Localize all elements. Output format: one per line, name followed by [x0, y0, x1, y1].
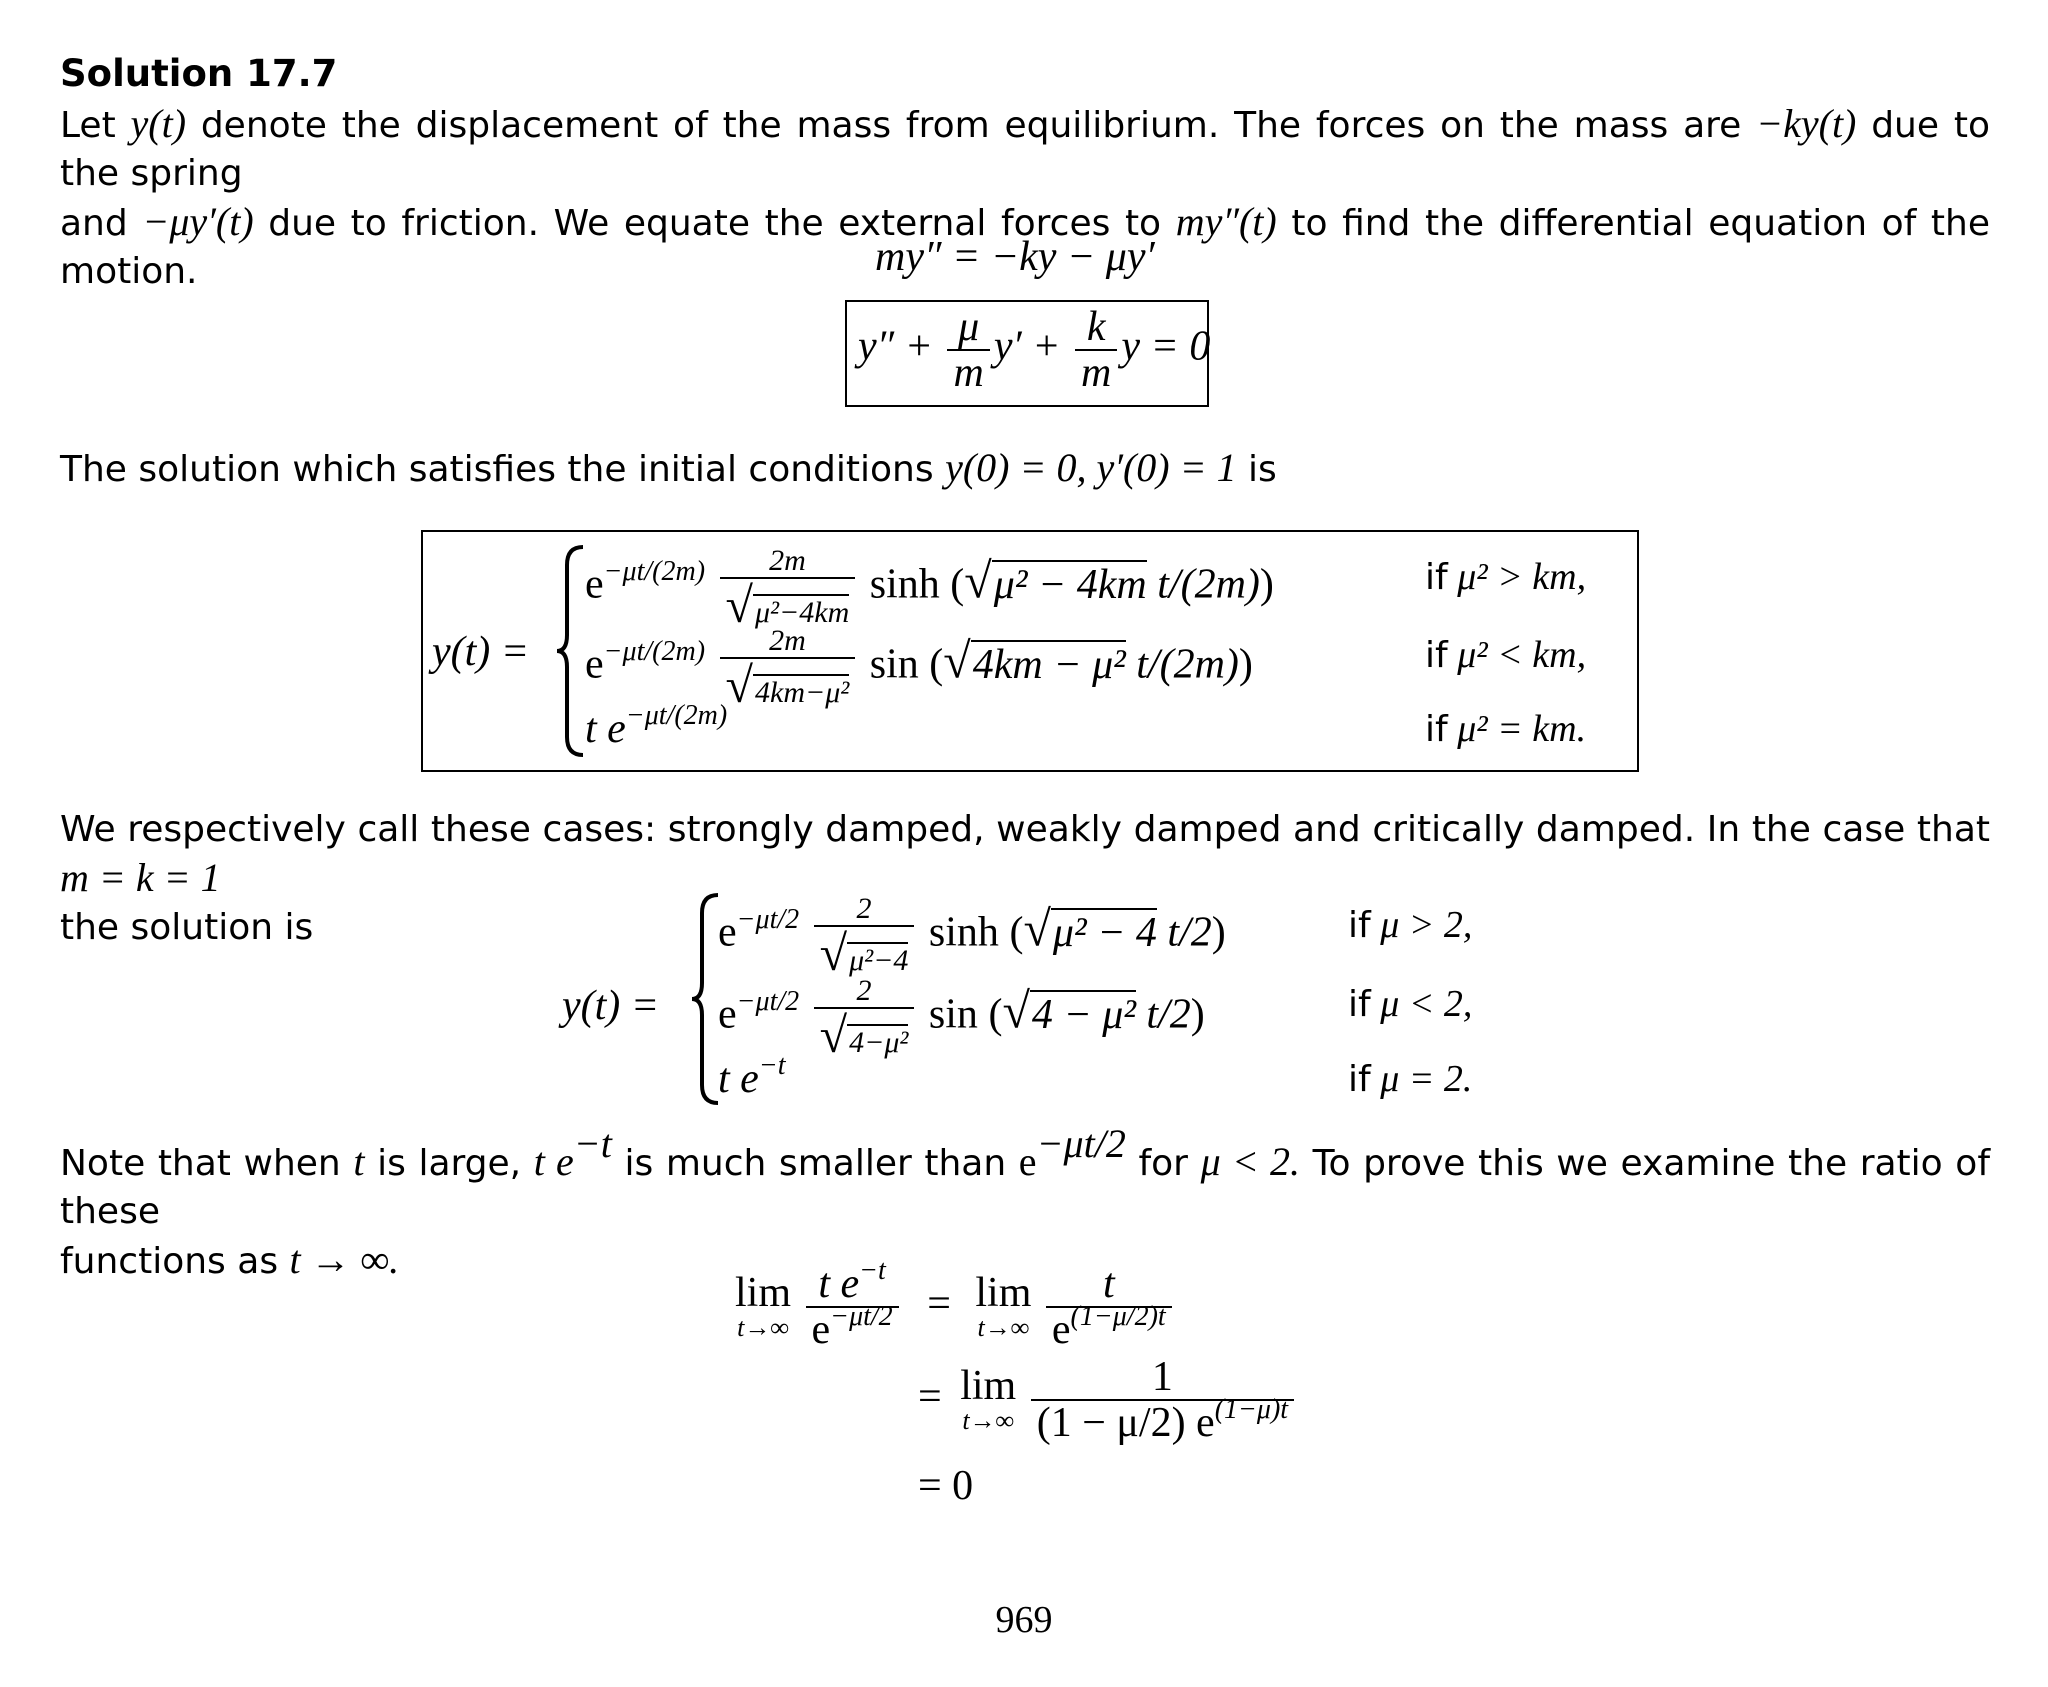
cases2-row-2: $e^{-\mu t/2}$ $\frac{2}{\text{√4−μ²}}$ sin (√4 − μ² t/2)	[718, 974, 1205, 1063]
ratio-paragraph: Note that when t is large, t e−t is much smaller than e−μt/2 for μ < 2. To prove this we examine the ratio of these functions as t → ∞.	[60, 1121, 1990, 1282]
page-number: 969	[995, 1599, 1053, 1641]
cases1-lhs: y(t) =	[432, 629, 530, 675]
initial-conditions-text: The solution which satisfies the initial conditions y(0) = 0, y′(0) = 1 is	[60, 445, 1277, 490]
cases2-cond-1: if μ > 2,	[1348, 904, 1473, 946]
cases1-row-1: $e^{-\mu t/(2m)}$ $\frac{2m}{\text{√μ²−4km}}$ sinh (√μ² − 4km t/(2m))	[585, 544, 1274, 633]
limit-line-2: = lim t→∞ $\frac{1}{(1 - \mu/2) e^{(1-\mu)t}}$	[918, 1355, 1298, 1445]
damping-cases-paragraph: We respectively call these cases: strongly damped, weakly damped and critically damped. In the case that m = k = 1 the solution is	[60, 809, 1990, 948]
cases1-cond-1: if μ² > km,	[1425, 556, 1587, 598]
cases1-row-2: $e^{-\mu t/(2m)}$ $\frac{2m}{\text{√4km−μ²}}$ sin (√4km − μ² t/(2m))	[585, 624, 1253, 713]
cases1-row-3: t $e^{-\mu t/(2m)}$	[585, 700, 728, 752]
cases2-row-3: t $e^{-t}$	[718, 1050, 786, 1102]
cases1-cond-3: if μ² = km.	[1425, 708, 1587, 750]
cases1-cond-2: if μ² < km,	[1425, 634, 1587, 676]
cases2-row-1: $e^{-\mu t/2}$ $\frac{2}{\text{√μ²−4}}$ sinh (√μ² − 4 t/2)	[718, 892, 1226, 981]
limit-result: = 0	[918, 1463, 974, 1509]
solution-title: Solution 17.7	[60, 52, 338, 95]
motion-equation: my″ = −ky − μy′	[875, 234, 1155, 280]
cases2-brace	[688, 893, 722, 1105]
cases2-cond-3: if μ = 2.	[1348, 1058, 1473, 1100]
limit-line-1: lim t→∞ $\frac{t e^{-t}}{e^{-\mu t/2}}$ = lim t→∞ $\frac{t}{e^{(1-\mu/2)t}}$	[735, 1262, 1176, 1352]
cases1-brace	[553, 545, 587, 757]
cases2-lhs: y(t) =	[562, 983, 660, 1029]
intro-paragraph: Let y(t) denote the displacement of the mass from equilibrium. The forces on the mass are −ky(t) due to the spring and −μy′(t) due to friction. We equate the external forces to my″(t) to find the differential equation of the motion.	[60, 101, 1990, 292]
cases2-cond-2: if μ < 2,	[1348, 983, 1473, 1025]
ode-equation: y″ + $\frac{\mu}{m}$ y′ + $\frac{k}{m}$ y = 0	[858, 304, 1211, 397]
